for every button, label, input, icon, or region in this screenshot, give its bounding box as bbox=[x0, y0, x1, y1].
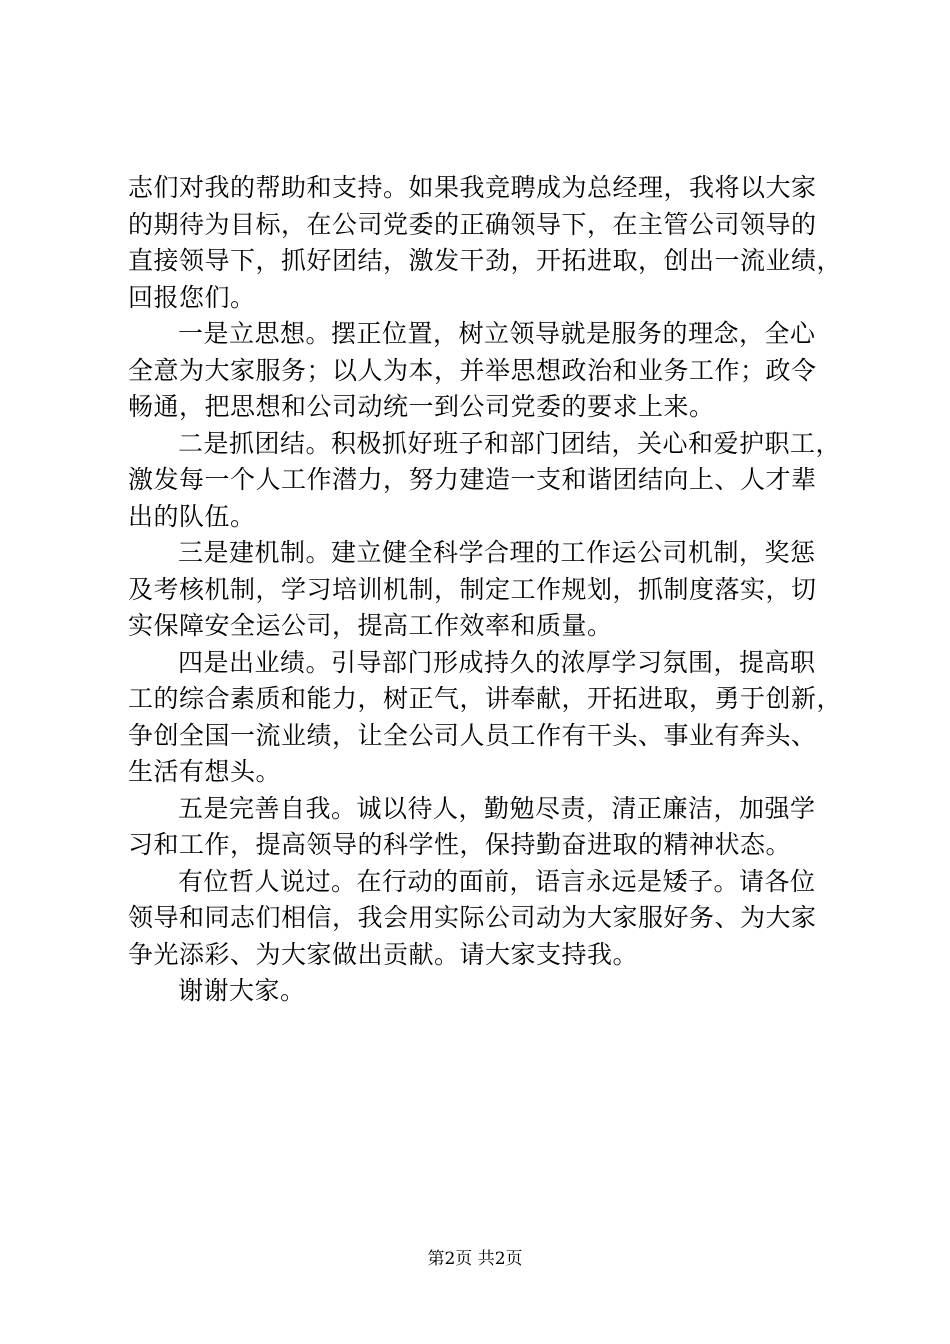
text-line: 激发每一个人工作潜力，努力建造一支和谐团结向上、人才辈 bbox=[128, 465, 817, 494]
text-line: 畅通，把思想和公司动统一到公司党委的要求上来。 bbox=[128, 392, 715, 421]
text-line: 出的队伍。 bbox=[128, 501, 256, 531]
text-line: 全意为大家服务；以人为本，并举思想政治和业务工作；政令 bbox=[128, 355, 817, 385]
text-line: 四是出业绩。引导部门形成持久的浓厚学习氛围，提高职 bbox=[178, 647, 816, 677]
text-line: 二是抓团结。积极抓好班子和部门团结，关心和爱护职工， bbox=[178, 428, 842, 458]
text-line: 谢谢大家。 bbox=[178, 976, 306, 1005]
text-line: 直接领导下，抓好团结，激发干劲，开拓进取，创出一流业绩， bbox=[128, 246, 843, 275]
text-line: 领导和同志们相信，我会用实际公司动为大家服好务、为大家 bbox=[128, 903, 817, 932]
text-line: 的期待为目标，在公司党委的正确领导下，在主管公司领导的 bbox=[128, 209, 817, 239]
text-line: 习和工作，提高领导的科学性，保持勤奋进取的精神状态。 bbox=[128, 830, 792, 859]
text-line: 生活有想头。 bbox=[128, 757, 282, 786]
text-line: 一是立思想。摆正位置，树立领导就是服务的理念，全心 bbox=[178, 319, 816, 348]
text-line: 回报您们。 bbox=[128, 282, 256, 312]
text-line: 志们对我的帮助和支持。如果我竞聘成为总经理，我将以大家 bbox=[128, 173, 817, 202]
text-line: 三是建机制。建立健全科学合理的工作运公司机制，奖惩 bbox=[178, 538, 816, 567]
text-line: 争创全国一流业绩，让全公司人员工作有干头、事业有奔头、 bbox=[128, 720, 817, 750]
page-footer: 第2页 共2页 bbox=[427, 1249, 523, 1269]
text-line: 争光添彩、为大家做出贡献。请大家支持我。 bbox=[128, 939, 639, 969]
text-line: 有位哲人说过。在行动的面前，语言永远是矮子。请各位 bbox=[178, 866, 816, 896]
text-line: 工的综合素质和能力，树正气，讲奉献，开拓进取，勇于创新， bbox=[128, 684, 843, 713]
text-line: 实保障安全运公司，提高工作效率和质量。 bbox=[128, 611, 613, 640]
text-line: 及考核机制，学习培训机制，制定工作规划，抓制度落实，切 bbox=[128, 574, 817, 604]
document-body bbox=[128, 170, 848, 1010]
text-line: 五是完善自我。诚以待人，勤勉尽责，清正廉洁，加强学 bbox=[178, 793, 816, 823]
